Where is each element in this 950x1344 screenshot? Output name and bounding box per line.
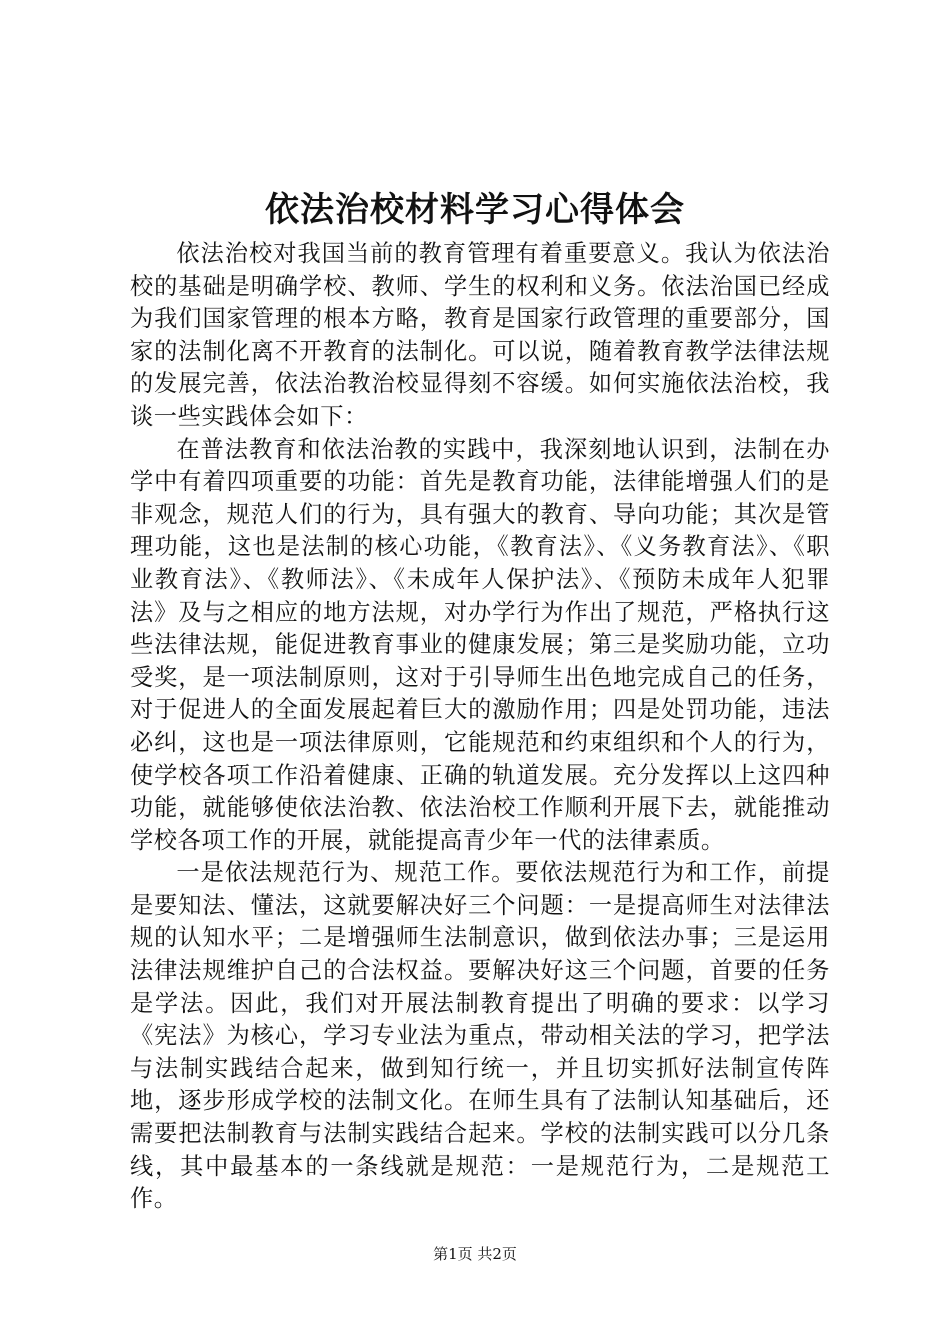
paragraph-1: 依法治校对我国当前的教育管理有着重要意义。我认为依法治校的基础是明确学校、教师、学生的权利和义务。依法治国已经成为我们国家管理的根本方略，教育是国家行政管理的重要部分，国家的法制化离不开教育的法制化。可以说，随着教育教学法律法规的发展完善，依法治教治校显得刻不容缓。如何实施依法治校，我谈一些实践体会如下： [130, 240, 830, 430]
page-number-footer: 第1页 共2页 [433, 1245, 517, 1263]
document-title: 依法治校材料学习心得体会 [265, 190, 685, 230]
paragraph-3: 一是依法规范行为、规范工作。要依法规范行为和工作，前提是要知法、懂法，这就要解决好三个问题：一是提高师生对法律法规的认知水平；二是增强师生法制意识，做到依法办事；三是运用法律法规维护自己的合法权益。要解决好这三个问题，首要的任务是学法。因此，我们对开展法制教育提出了明确的要求：以学习《宪法》为核心，学习专业法为重点，带动相关法的学习，把学法与法制实践结合起来，做到知行统一，并且切实抓好法制宣传阵地，逐步形成学校的法制文化。在师生具有了法制认知基础后，还需要把法制教育与法制实践结合起来。学校的法制实践可以分几条线，其中最基本的一条线就是规范：一是规范行为，二是规范工作。 [130, 859, 830, 1213]
document-body [130, 238, 830, 1216]
paragraph-2: 在普法教育和依法治教的实践中，我深刻地认识到，法制在办学中有着四项重要的功能：首先是教育功能，法律能增强人们的是非观念，规范人们的行为，具有强大的教育、导向功能；其次是管理功能，这也是法制的核心功能，《教育法》、《义务教育法》、《职业教育法》、《教师法》、《未成年人保护法》、《预防未成年人犯罪法》及与之相应的地方法规，对办学行为作出了规范，严格执行这些法律法规，能促进教育事业的健康发展；第三是奖励功能，立功受奖，是一项法制原则，这对于引导师生出色地完成自己的任务，对于促进人的全面发展起着巨大的激励作用；四是处罚功能，违法必纠，这也是一项法律原则，它能规范和约束组织和个人的行为，使学校各项工作沿着健康、正确的轨道发展。充分发挥以上这四种功能，就能够使依法治教、依法治校工作顺利开展下去，就能推动学校各项工作的开展，就能提高青少年一代的法律素质。 [130, 435, 830, 854]
